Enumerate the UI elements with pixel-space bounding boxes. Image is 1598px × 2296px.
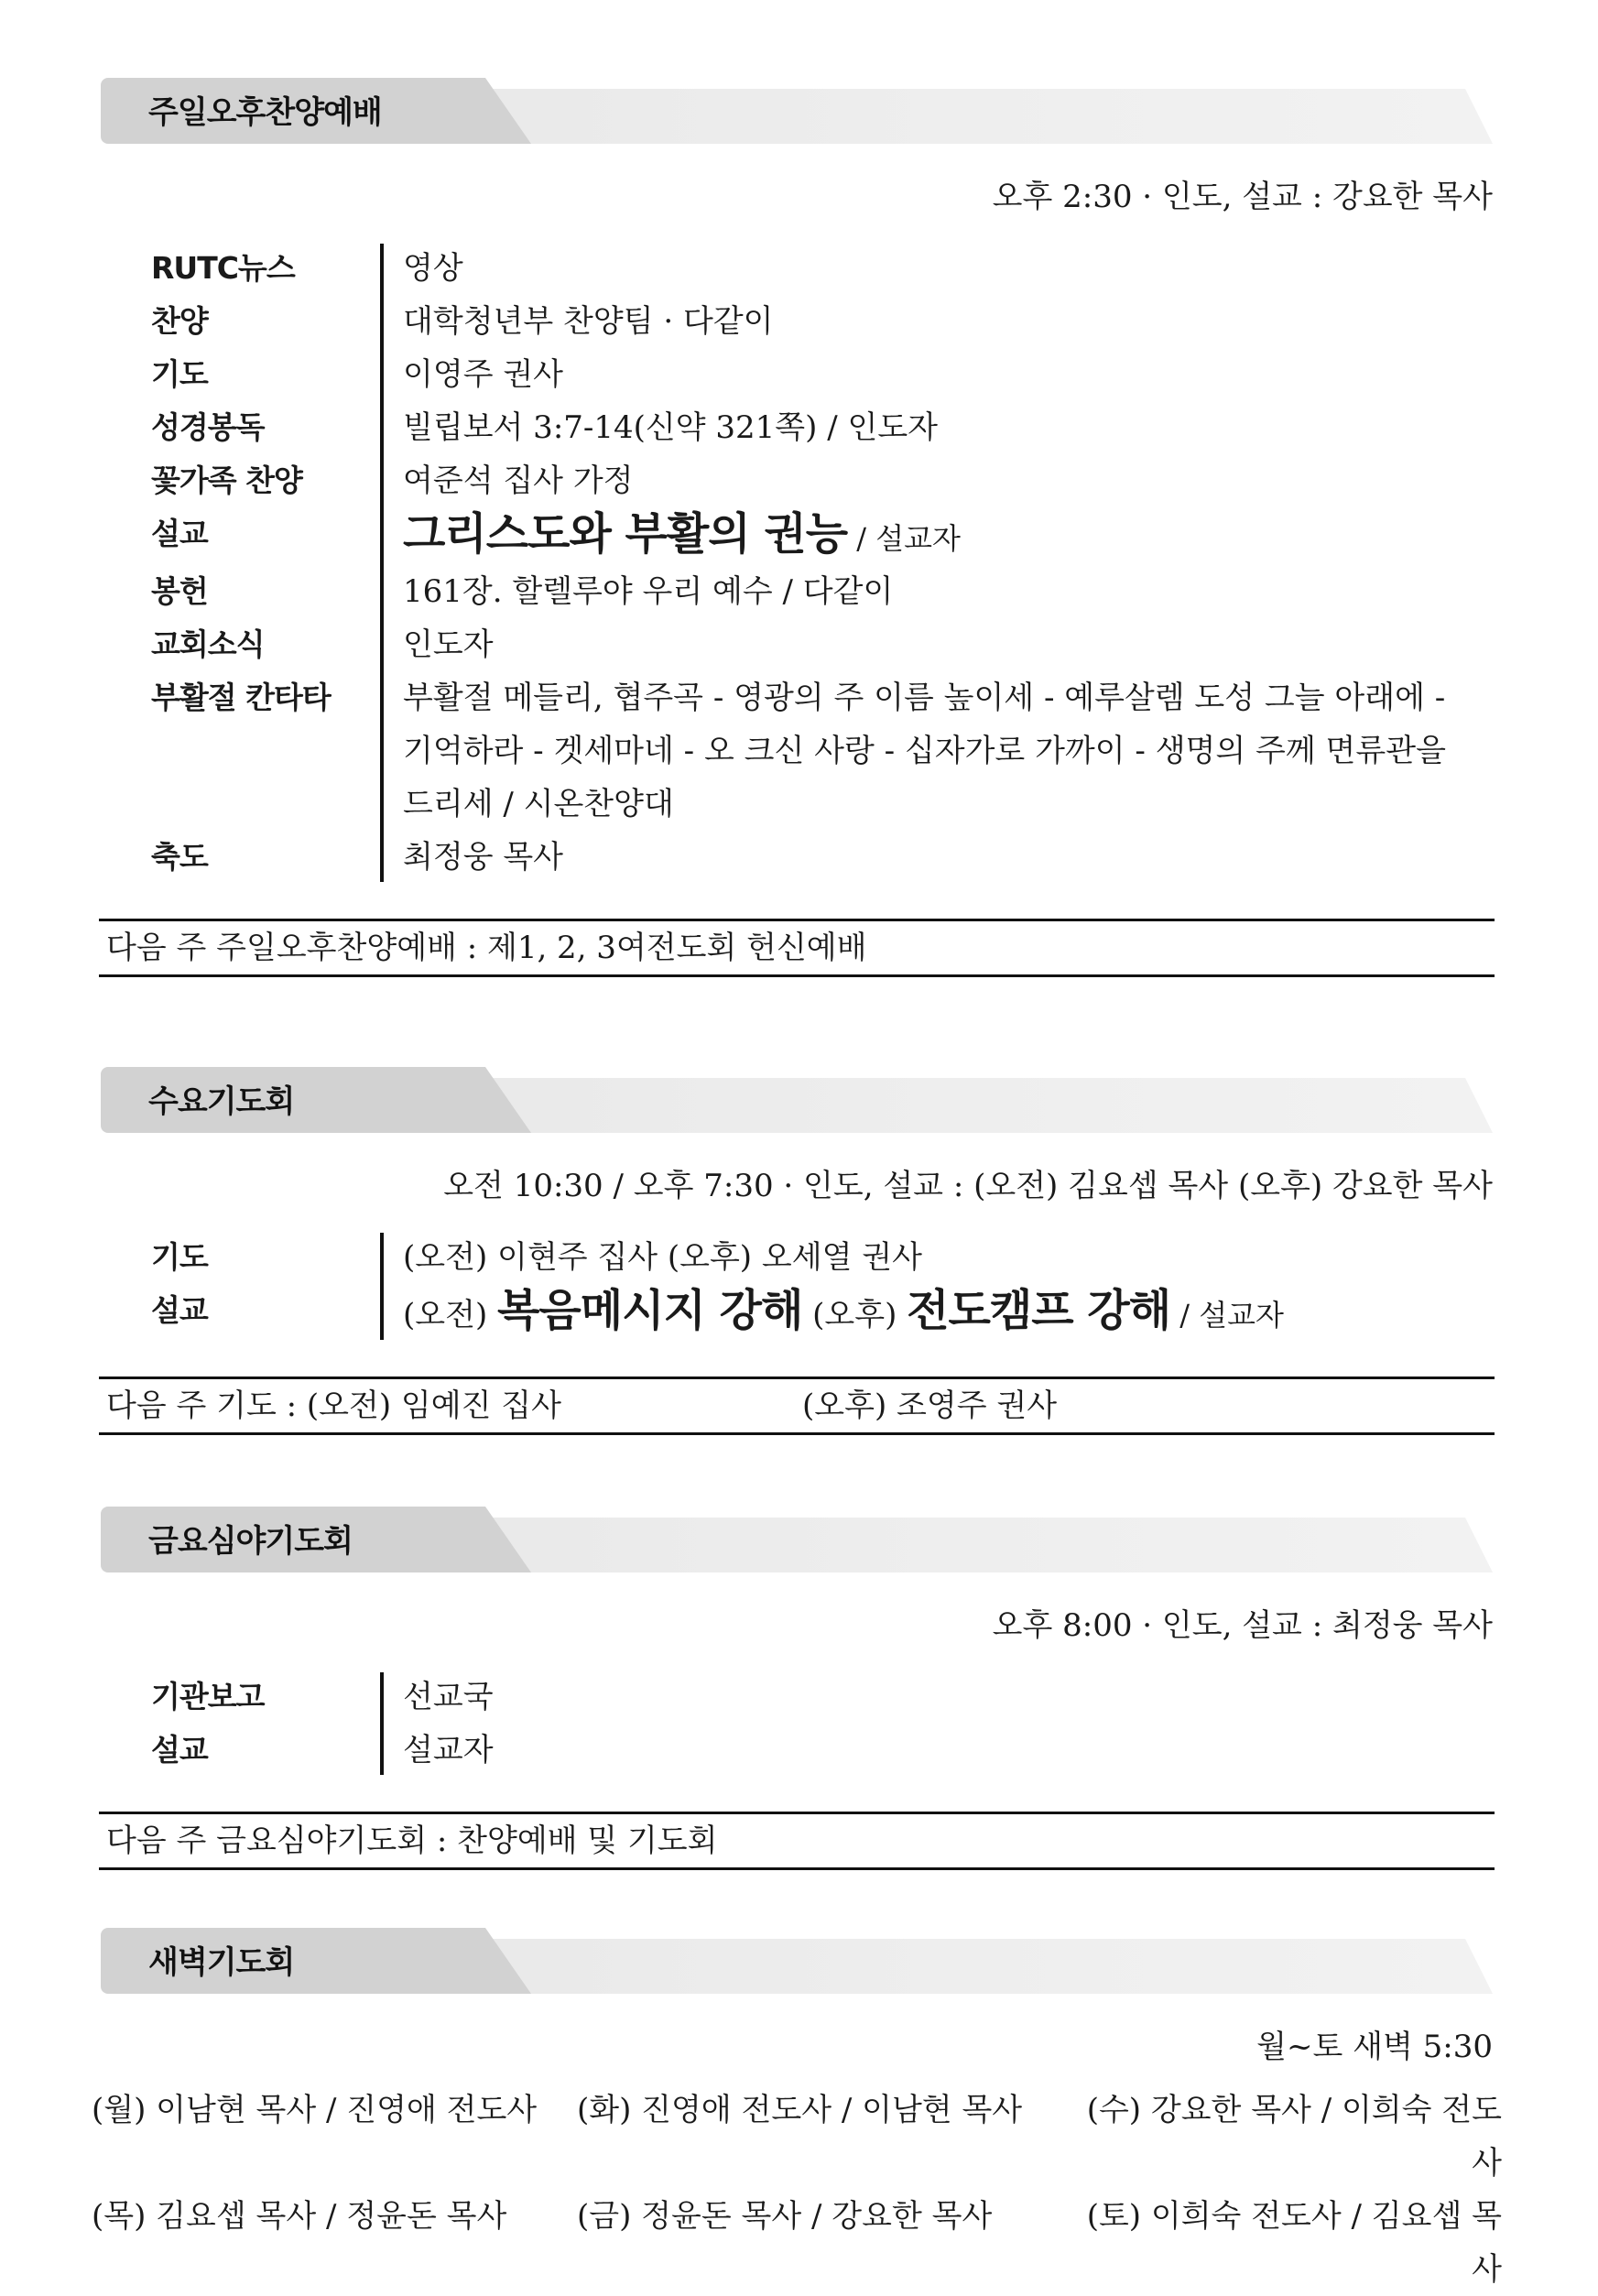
sermon-am-title: 복음메시지 강해 [497, 1285, 803, 1336]
program-label: 꽃가족 찬양 [151, 462, 302, 498]
program-label: 설교 [151, 516, 208, 551]
schedule-cell: (목) 김요셉 목사 / 정윤돈 목사 [92, 2198, 507, 2235]
program-value: (오전) 이현주 집사 (오후) 오세열 권사 [403, 1239, 922, 1276]
program-row [151, 242, 1493, 295]
service-info: 오전 10:30 / 오후 7:30 · 인도, 설교 : (오전) 김요셉 목사 (오후) 강요한 목사 [443, 1168, 1493, 1204]
program-label: 설교 [151, 1732, 208, 1768]
schedule-row [92, 2084, 1502, 2190]
section-title: 새벽기도회 [148, 1944, 295, 1981]
program-row [151, 507, 1493, 565]
program-list [151, 242, 1493, 884]
program-value: 빌립보서 3:7-14(신약 321쪽) / 인도자 [403, 409, 939, 446]
schedule-cell: (화) 진영애 전도사 / 이남현 목사 [577, 2092, 1023, 2128]
program-value [403, 507, 1493, 565]
sermon-by: / 설교자 [1170, 1298, 1284, 1333]
program-value: 여준석 집사 가정 [403, 462, 634, 499]
program-value: 이영주 권사 [403, 356, 564, 393]
divider-line [380, 1672, 384, 1775]
section-header [101, 1067, 1493, 1138]
next-week-notice: 다음 주 주일오후찬양예배 : 제1, 2, 3여전도회 헌신예배 [99, 919, 1495, 977]
section-title: 금요심야기도회 [148, 1523, 353, 1560]
friday-section [101, 1507, 1493, 1870]
program-label: 교회소식 [151, 626, 265, 662]
next-week-pm: (오후) 조영주 권사 [802, 1387, 1058, 1424]
program-row [151, 831, 1493, 884]
program-value: 161장. 할렐루야 우리 예수 / 다같이 [403, 573, 894, 610]
service-info: 월~토 새벽 5:30 [1256, 2029, 1493, 2065]
schedule-cell: (수) 강요한 목사 / 이희숙 전도사 [1086, 2092, 1502, 2182]
program-label: 성경봉독 [151, 409, 265, 445]
divider-line [380, 244, 384, 882]
section-title: 수요기도회 [148, 1083, 295, 1120]
program-row [151, 295, 1493, 348]
program-value: 선교국 [403, 1679, 494, 1715]
sermon-pm-title: 전도캠프 강해 [907, 1285, 1171, 1336]
program-label: 기관보고 [151, 1679, 265, 1714]
program-row [151, 565, 1493, 618]
section-header [101, 1507, 1493, 1578]
program-label: 기도 [151, 1239, 208, 1275]
service-info: 오후 2:30 · 인도, 설교 : 강요한 목사 [992, 179, 1493, 215]
program-label: 축도 [151, 839, 208, 875]
section-title: 주일오후찬양예배 [148, 94, 382, 131]
program-value: 대학청년부 찬양팀 · 다같이 [403, 303, 774, 340]
program-value [403, 1284, 1493, 1342]
program-row [151, 671, 1493, 831]
program-row [151, 1284, 1493, 1342]
section-header [101, 1928, 1493, 1999]
program-value: 인도자 [403, 626, 494, 663]
program-row [151, 1724, 1493, 1777]
schedule-row [92, 2190, 1502, 2296]
sermon-title: 그리스도와 부활의 권능 [403, 508, 848, 560]
next-week-notice: 다음 주 금요심야기도회 : 찬양예배 및 기도회 [99, 1812, 1495, 1870]
sermon-am-prefix: (오전) [403, 1297, 498, 1333]
program-value: 부활절 메들리, 협주곡 - 영광의 주 이름 높이세 - 예루살렘 도성 그늘 아래에 - 기억하라 - 겟세마네 - 오 크신 사랑 - 십자가로 가까이 - 생명의 주께 면류관을 드리세 / 시온찬양대 [403, 680, 1446, 822]
program-list [151, 1231, 1493, 1342]
sermon-pm-prefix: (오후) [802, 1297, 908, 1333]
program-label: 찬양 [151, 303, 208, 339]
program-row [151, 1231, 1493, 1284]
sermon-by: / 설교자 [847, 521, 961, 556]
program-label: 부활절 칸타타 [151, 680, 331, 715]
section-header [101, 78, 1493, 149]
program-row [151, 348, 1493, 401]
program-row [151, 1670, 1493, 1724]
program-label: 기도 [151, 356, 208, 392]
program-row [151, 618, 1493, 671]
program-value: 설교자 [403, 1732, 494, 1768]
next-week-am: 다음 주 기도 : (오전) 임예진 집사 [106, 1387, 561, 1424]
schedule-cell: (금) 정윤돈 목사 / 강요한 목사 [577, 2198, 993, 2235]
schedule-cell: (토) 이희숙 전도사 / 김요셉 목사 [1086, 2198, 1502, 2288]
program-row [151, 401, 1493, 454]
program-value: 영상 [403, 250, 463, 287]
wednesday-section [101, 1067, 1493, 1435]
program-label: 봉헌 [151, 573, 208, 609]
program-value: 최정웅 목사 [403, 839, 564, 876]
divider-line [380, 1233, 384, 1340]
program-list [151, 1670, 1493, 1777]
program-row [151, 454, 1493, 507]
dawn-schedule [92, 2084, 1502, 2296]
program-label: 설교 [151, 1292, 208, 1328]
program-label: RUTC뉴스 [151, 250, 295, 286]
next-week-notice [99, 1377, 1495, 1435]
sunday-section [101, 78, 1493, 977]
dawn-section [101, 1928, 1493, 2066]
schedule-cell: (월) 이남현 목사 / 진영애 전도사 [92, 2092, 538, 2128]
service-info: 오후 8:00 · 인도, 설교 : 최정웅 목사 [992, 1607, 1493, 1644]
